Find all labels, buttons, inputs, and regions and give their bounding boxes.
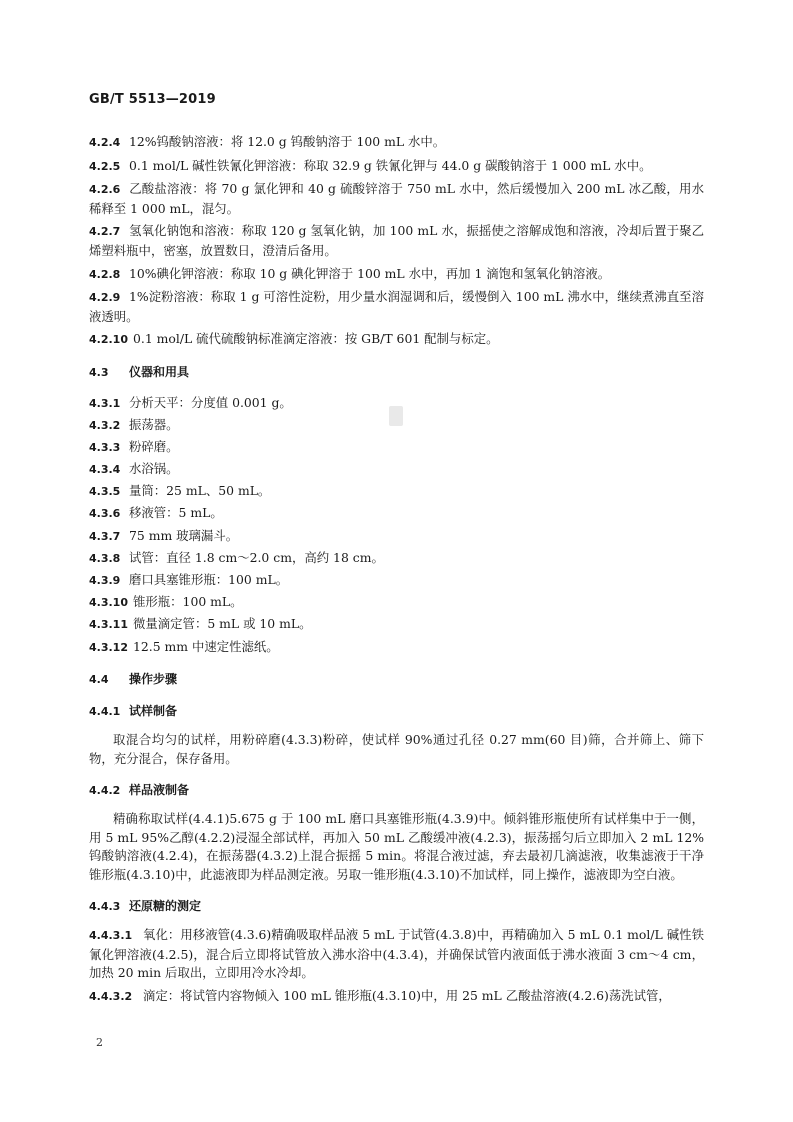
clause-text: 12%钨酸钠溶液：将 12.0 g 钨酸钠溶于 100 mL 水中。 xyxy=(129,134,446,149)
clause-text: 微量滴定管：5 mL 或 10 mL。 xyxy=(133,616,312,632)
scan-artifact xyxy=(389,406,403,426)
clause-text: 氧化：用移液管(4.3.6)精确吸取样品液 5 mL 于试管(4.3.8)中，再精确加入 5 mL 0.1 mol/L 碱性铁氰化钾溶液(4.2.5)，混合后立即将试管放入沸水浴中(4.3.4)，并确保试管内液面低于沸水液面 3 cm～4 cm，加热 20 min 后取出，立即用冷水冷却。 xyxy=(89,927,704,981)
clause-number: 4.4.3.2 xyxy=(89,989,133,1003)
clause-text: 10%碘化钾溶液：称取 10 g 碘化钾溶于 100 mL 水中，再加 1 滴饱和氢氧化钠溶液。 xyxy=(129,265,611,281)
clause-number: 4.3.8 xyxy=(89,551,121,565)
clause-text: 滴定：将试管内容物倾入 100 mL 锥形瓶(4.3.10)中，用 25 mL 乙酸盐溶液(4.2.6)荡洗试管， xyxy=(143,987,671,1003)
instrument-list xyxy=(89,394,704,658)
clause-number: 4.2.7 xyxy=(89,225,121,239)
subsection-title: 还原糖的测定 xyxy=(129,898,202,913)
clause-number: 4.3.5 xyxy=(89,485,121,499)
clause-number: 4.2.8 xyxy=(89,267,121,281)
subsection-heading xyxy=(89,702,704,722)
clause-number: 4.3.6 xyxy=(89,507,121,521)
clause-text: 12.5 mm 中速定性滤纸。 xyxy=(133,638,279,654)
section-title: 仪器和用具 xyxy=(129,364,190,379)
section-number: 4.3 xyxy=(89,365,109,379)
clause-number: 4.2.4 xyxy=(89,136,121,149)
clause-number: 4.3.11 xyxy=(89,618,128,632)
clause xyxy=(89,615,704,635)
clause-number: 4.2.10 xyxy=(89,333,128,347)
clause xyxy=(89,330,704,350)
clause-number: 4.2.5 xyxy=(89,159,121,173)
subsection-heading xyxy=(89,781,704,801)
clause-text: 振荡器。 xyxy=(129,416,179,432)
subsection-number: 4.4.1 xyxy=(89,704,121,718)
subsection-heading xyxy=(89,897,704,917)
clause-number: 4.2.6 xyxy=(89,183,121,197)
section-heading xyxy=(89,363,704,383)
clause xyxy=(89,157,704,177)
section-heading xyxy=(89,670,704,690)
clause-number: 4.3.7 xyxy=(89,529,121,543)
clause xyxy=(89,571,704,591)
clause xyxy=(89,265,704,285)
subsection-number: 4.4.3 xyxy=(89,899,121,913)
clause-number: 4.3.2 xyxy=(89,418,121,432)
clause-text: 氢氧化钠饱和溶液：称取 120 g 氢氧化钠，加 100 mL 水，振摇使之溶解成饱和溶液，冷却后置于聚乙烯塑料瓶中，密塞，放置数日，澄清后备用。 xyxy=(89,223,704,258)
clause-text: 量筒：25 mL、50 mL。 xyxy=(129,483,271,499)
clause xyxy=(89,482,704,502)
document-body xyxy=(89,133,704,1011)
clause xyxy=(89,504,704,524)
clause-number: 4.3.1 xyxy=(89,396,121,410)
clause-text: 粉碎磨。 xyxy=(129,438,179,454)
clause-number: 4.2.9 xyxy=(89,291,121,305)
clause xyxy=(89,638,704,658)
clause-number: 4.3.10 xyxy=(89,596,128,610)
clause xyxy=(89,987,704,1007)
clause xyxy=(89,180,704,218)
clause xyxy=(89,593,704,613)
section-number: 4.4 xyxy=(89,673,109,687)
clause xyxy=(89,460,704,480)
clause xyxy=(89,926,704,983)
page-number: 2 xyxy=(96,1036,103,1049)
clause-text: 乙酸盐溶液：将 70 g 氯化钾和 40 g 硫酸锌溶于 750 mL 水中，然后缓慢加入 200 mL 冰乙酸，用水稀释至 1 000 mL，混匀。 xyxy=(89,181,704,216)
paragraph: 取混合均匀的试样，用粉碎磨(4.3.3)粉碎，使试样 90%通过孔径 0.27 mm(60 目)筛，合并筛上、筛下物，充分混合，保存备用。 xyxy=(89,732,704,766)
clause xyxy=(89,438,704,458)
clause-text: 75 mm 玻璃漏斗。 xyxy=(129,527,239,543)
clause xyxy=(89,549,704,569)
paragraph: 精确称取试样(4.4.1)5.675 g 于 100 mL 磨口具塞锥形瓶(4.3.9)中。倾斜锥形瓶使所有试样集中于一侧，用 5 mL 95%乙醇(4.2.2)浸湿全部试样，再加入 50 mL 乙酸缓冲液(4.2.3)，振荡摇匀后立即加入 2 mL 12%钨酸钠溶液(4.2.4)，在振荡器(4.3.2)上混合振摇 5 min。将混合液过滤，弃去最初几滴滤液，收集滤液于干净锥形瓶(4.3.10)中，此滤液即为样品测定液。另取一锥形瓶(4.3.10)不加试样，同上操作，滤液即为空白液。 xyxy=(89,811,704,882)
clause-text: 水浴锅。 xyxy=(129,461,179,477)
clause-text: 移液管：5 mL。 xyxy=(129,505,223,521)
clause-number: 4.3.12 xyxy=(89,640,128,654)
reagent-list xyxy=(89,133,704,350)
clause-number: 4.3.3 xyxy=(89,440,121,454)
section-title: 操作步骤 xyxy=(129,672,178,687)
clause-text: 0.1 mol/L 硫代硫酸钠标准滴定溶液：按 GB/T 601 配制与标定。 xyxy=(133,331,499,347)
clause-text: 锥形瓶：100 mL。 xyxy=(133,594,243,610)
clause-text: 试管：直径 1.8 cm～2.0 cm，高约 18 cm。 xyxy=(129,549,384,565)
clause-text: 磨口具塞锥形瓶：100 mL。 xyxy=(129,572,289,588)
clause xyxy=(89,288,704,326)
subsection-title: 样品液制备 xyxy=(129,782,190,797)
clause xyxy=(89,133,704,153)
clause xyxy=(89,527,704,547)
subsection-number: 4.4.2 xyxy=(89,783,121,797)
clause-number: 4.4.3.1 xyxy=(89,929,133,943)
clause-text: 0.1 mol/L 碱性铁氰化钾溶液：称取 32.9 g 铁氰化钾与 44.0 g 碳酸钠溶于 1 000 mL 水中。 xyxy=(129,157,652,173)
standard-code: GB/T 5513—2019 xyxy=(89,92,216,107)
clause-text: 分析天平：分度值 0.001 g。 xyxy=(129,394,292,410)
subsection-title: 试样制备 xyxy=(129,703,178,718)
clause-text: 1%淀粉溶液：称取 1 g 可溶性淀粉，用少量水润湿调和后，缓慢倒入 100 mL 沸水中，继续煮沸直至溶液透明。 xyxy=(89,289,704,324)
clause xyxy=(89,222,704,260)
clause-number: 4.3.9 xyxy=(89,574,121,588)
clause-number: 4.3.4 xyxy=(89,463,121,477)
